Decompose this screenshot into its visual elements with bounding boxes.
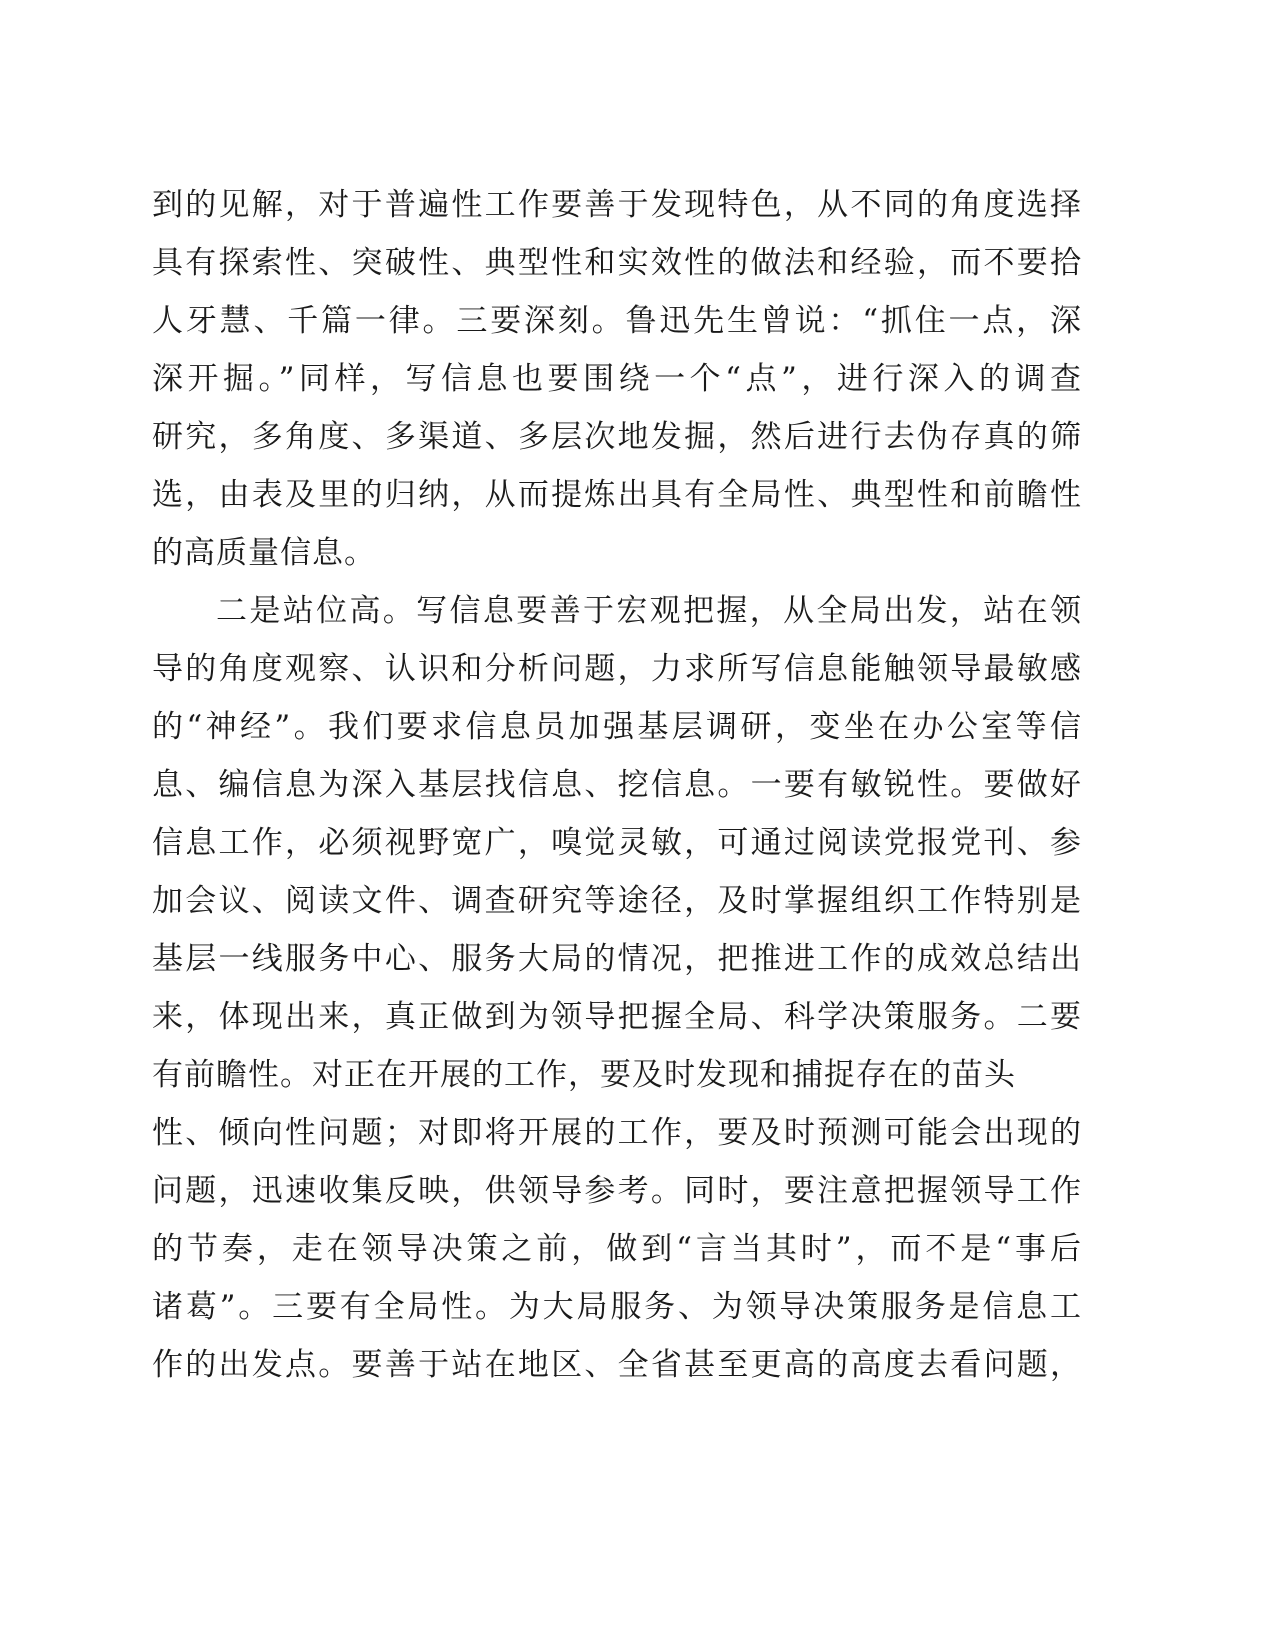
paragraph-2 bbox=[152, 582, 1082, 1394]
text-line: 导的角度观察、认识和分析问题，力求所写信息能触领导最敏感 bbox=[152, 651, 1082, 687]
text-line: 有前瞻性。对正在开展的工作，要及时发现和捕捉存在的苗头 bbox=[152, 1057, 1016, 1093]
text-line: 二是站位高。写信息要善于宏观把握，从全局出发，站在领 bbox=[216, 593, 1082, 629]
text-line: 息、编信息为深入基层找信息、挖信息。一要有敏锐性。要做好 bbox=[152, 767, 1082, 803]
text-line: 的高质量信息。 bbox=[152, 535, 376, 571]
text-line: 性、倾向性问题；对即将开展的工作，要及时预测可能会出现的 bbox=[152, 1115, 1082, 1151]
text-line: 加会议、阅读文件、调查研究等途径，及时掌握组织工作特别是 bbox=[152, 883, 1082, 919]
text-line: 到的见解，对于普遍性工作要善于发现特色，从不同的角度选择 bbox=[152, 187, 1082, 223]
text-line: 诸葛”。三要有全局性。为大局服务、为领导决策服务是信息工 bbox=[152, 1289, 1082, 1325]
text-line: 研究，多角度、多渠道、多层次地发掘，然后进行去伪存真的筛 bbox=[152, 419, 1082, 455]
paragraph-1 bbox=[152, 176, 1082, 582]
text-line: 信息工作，必须视野宽广，嗅觉灵敏，可通过阅读党报党刊、参 bbox=[152, 825, 1082, 861]
text-line: 作的出发点。要善于站在地区、全省甚至更高的高度去看问题， bbox=[152, 1347, 1082, 1383]
text-line: 的“神经”。我们要求信息员加强基层调研，变坐在办公室等信 bbox=[152, 709, 1082, 745]
text-line: 问题，迅速收集反映，供领导参考。同时，要注意把握领导工作 bbox=[152, 1173, 1082, 1209]
text-line: 选，由表及里的归纳，从而提炼出具有全局性、典型性和前瞻性 bbox=[152, 477, 1082, 513]
text-line: 深开掘。”同样，写信息也要围绕一个“点”，进行深入的调查 bbox=[152, 361, 1082, 397]
text-line: 具有探索性、突破性、典型性和实效性的做法和经验，而不要拾 bbox=[152, 245, 1082, 281]
text-line: 基层一线服务中心、服务大局的情况，把推进工作的成效总结出 bbox=[152, 941, 1082, 977]
text-line: 人牙慧、千篇一律。三要深刻。鲁迅先生曾说：“抓住一点，深 bbox=[152, 303, 1082, 339]
text-line: 来，体现出来，真正做到为领导把握全局、科学决策服务。二要 bbox=[152, 999, 1082, 1035]
text-line: 的节奏，走在领导决策之前，做到“言当其时”，而不是“事后 bbox=[152, 1231, 1082, 1267]
